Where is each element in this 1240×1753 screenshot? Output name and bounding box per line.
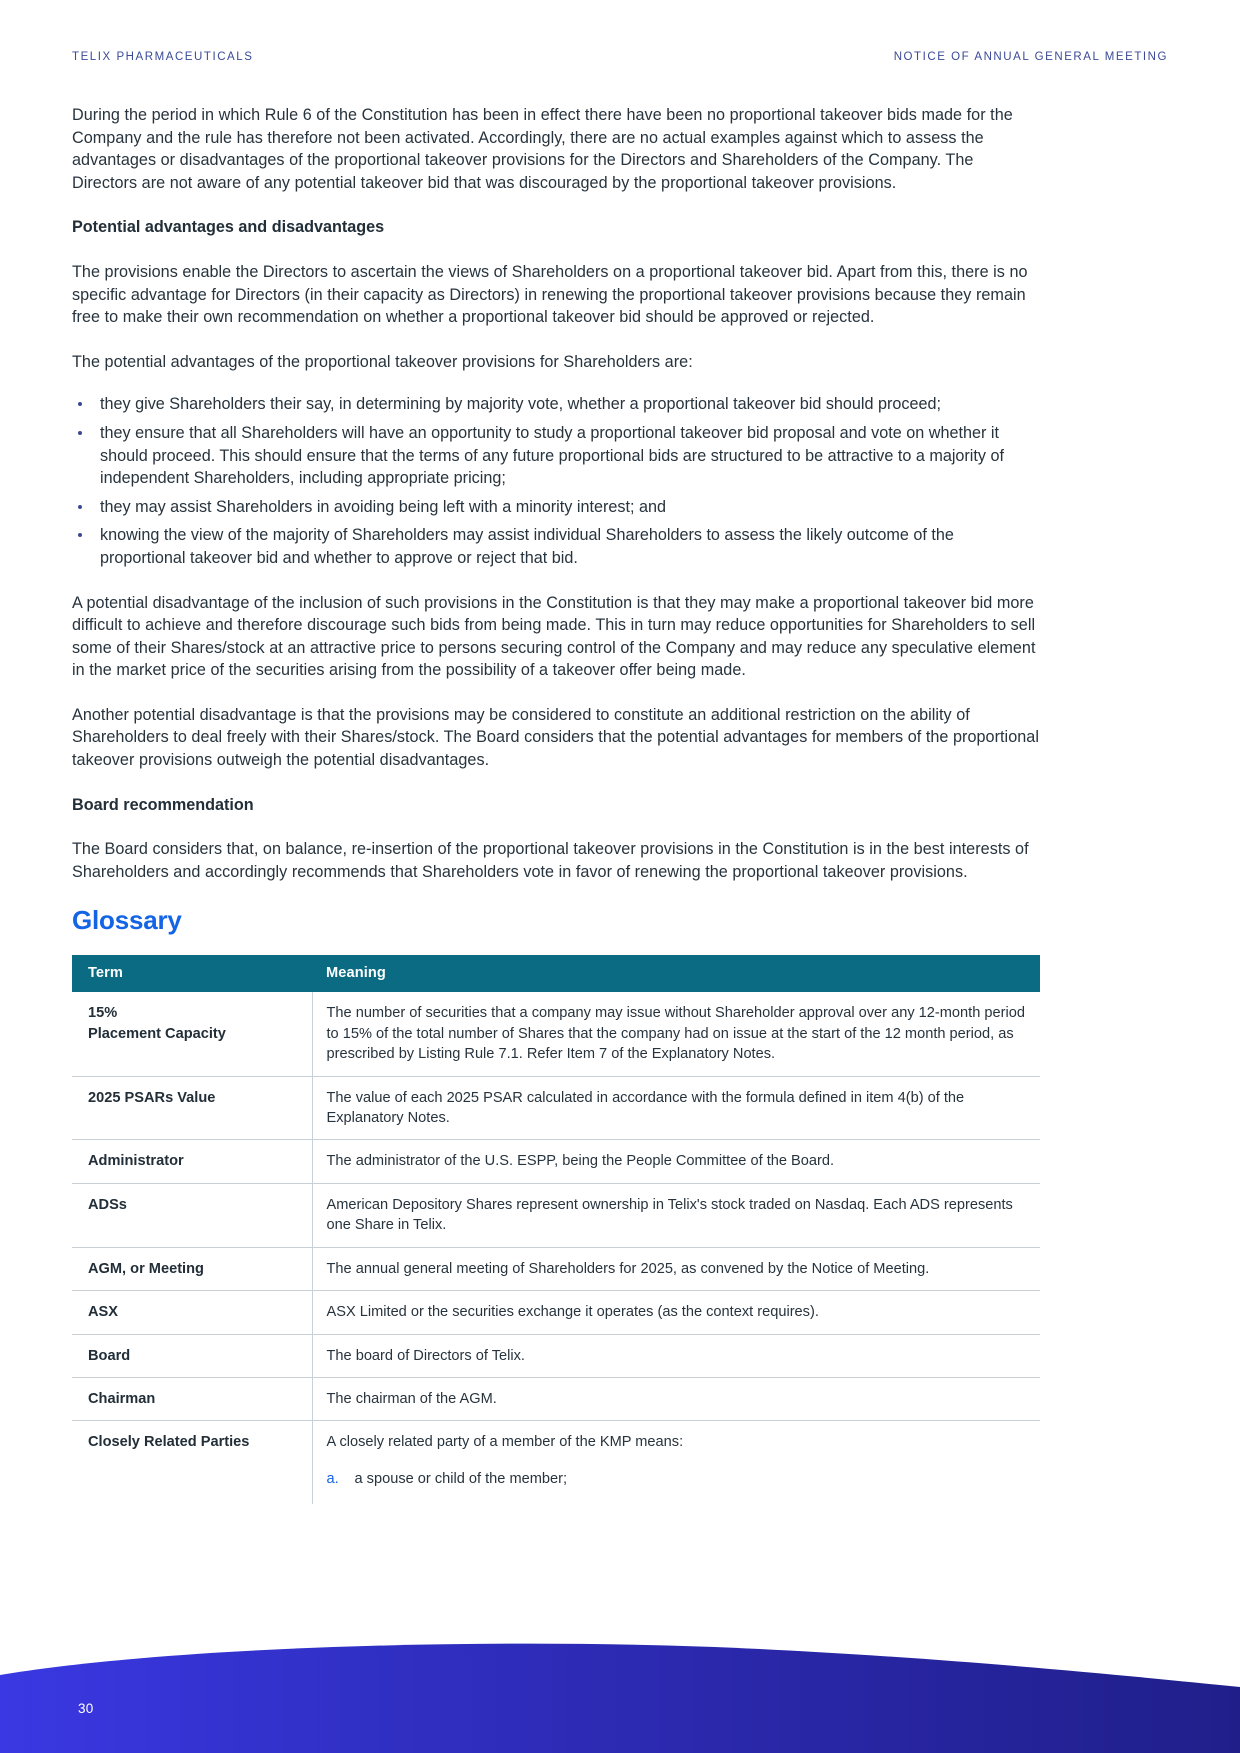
meaning-cell: ASX Limited or the securities exchange it operates (as the context requires). xyxy=(312,1291,1040,1334)
paragraph-board-recommendation: The Board considers that, on balance, re-insertion of the proportional takeover provisions in the Constitution is in the best interests of Shareholders and accordingly recommends that Shareholders vote in favor of renewing the proportional takeover provisions. xyxy=(72,840,1029,881)
running-header xyxy=(72,48,1168,66)
table-row xyxy=(72,1247,1040,1290)
term-cell: Administrator xyxy=(72,1140,312,1183)
heading-board-recommendation: Board recommendation xyxy=(72,795,254,814)
list-item-text: they give Shareholders their say, in determining by majority vote, whether a proportional takeover bid should proceed; xyxy=(100,395,942,414)
meaning-cell xyxy=(312,1421,1040,1504)
bullet-dot-icon xyxy=(78,533,82,537)
bullet-dot-icon xyxy=(78,505,82,509)
table-row xyxy=(72,1291,1040,1334)
term-line-2: Placement Capacity xyxy=(88,1025,226,1042)
term-cell: AGM, or Meeting xyxy=(72,1247,312,1290)
page-content xyxy=(72,104,1040,1504)
header-left-label: TELIX PHARMACEUTICALS xyxy=(72,51,254,63)
sub-list-marker: a. xyxy=(326,1470,339,1487)
table-row xyxy=(72,1140,1040,1183)
meaning-sub-list xyxy=(327,1469,1027,1489)
table-row xyxy=(72,1377,1040,1420)
meaning-cell: The administrator of the U.S. ESPP, being the People Committee of the Board. xyxy=(312,1140,1040,1183)
term-cell xyxy=(72,992,312,1076)
header-right-label: NOTICE OF ANNUAL GENERAL MEETING xyxy=(893,51,1168,63)
list-item-text: they may assist Shareholders in avoiding being left with a minority interest; and xyxy=(100,497,666,516)
column-header-term: Term xyxy=(72,955,312,992)
list-item xyxy=(72,524,1040,569)
term-cell: Closely Related Parties xyxy=(72,1421,312,1504)
advantages-bullet-list xyxy=(72,393,1040,569)
glossary-table xyxy=(72,955,1040,1504)
meaning-cell: American Depository Shares represent ownership in Telix's stock traded on Nasdaq. Each ADS represents one Share in Telix. xyxy=(312,1183,1040,1247)
footer-wave-decoration xyxy=(0,1623,1240,1753)
paragraph-another-disadvantage: Another potential disadvantage is that the provisions may be considered to constitute an additional restriction on the ability of Shareholders to deal freely with their Shares/stock. The Board considers that the potential advantages for members of the proportional takeover provisions outweigh the potential disadvantages. xyxy=(72,705,1039,770)
list-item xyxy=(72,422,1040,490)
heading-potential-advantages: Potential advantages and disadvantages xyxy=(72,218,385,237)
list-item xyxy=(72,496,1040,519)
term-line-1: 15% xyxy=(88,1005,118,1022)
meaning-text: A closely related party of a member of the KMP means: xyxy=(326,1434,684,1451)
table-row xyxy=(72,1421,1040,1504)
column-header-meaning: Meaning xyxy=(312,955,1040,992)
glossary-title: Glossary xyxy=(72,905,182,936)
term-cell: Chairman xyxy=(72,1377,312,1420)
table-row xyxy=(72,1334,1040,1377)
term-cell: ADSs xyxy=(72,1183,312,1247)
term-cell: Board xyxy=(72,1334,312,1377)
meaning-cell: The annual general meeting of Shareholders for 2025, as convened by the Notice of Meeting. xyxy=(312,1247,1040,1290)
paragraph-lead-in: The potential advantages of the proportional takeover provisions for Shareholders are: xyxy=(72,352,693,371)
list-item-text: they ensure that all Shareholders will have an opportunity to study a proportional takeover bid proposal and vote on whether it should proceed. This should ensure that the terms of any future proportional bids are structured to be attractive to a majority of independent Shareholders, including appropriate pricing; xyxy=(100,423,1004,488)
sub-list-item xyxy=(327,1469,1027,1489)
table-row xyxy=(72,1183,1040,1247)
term-cell: ASX xyxy=(72,1291,312,1334)
meaning-cell: The value of each 2025 PSAR calculated in accordance with the formula defined in item 4(b) of the Explanatory Notes. xyxy=(312,1076,1040,1140)
paragraph-provisions: The provisions enable the Directors to ascertain the views of Shareholders on a proportional takeover bid. Apart from this, there is no specific advantage for Directors (in their capacity as Directors) in renewing the proportional takeover provisions because they remain free to make their own recommendation on whether a proportional takeover bid should be approved or rejected. xyxy=(72,262,1028,327)
meaning-cell: The number of securities that a company may issue without Shareholder approval over any 12-month period to 15% of the total number of Shares that the company had on issue at the start of the 12 month period, as prescribed by Listing Rule 7.1. Refer Item 7 of the Explanatory Notes. xyxy=(312,992,1040,1076)
sub-list-text: a spouse or child of the member; xyxy=(354,1470,568,1487)
bullet-dot-icon xyxy=(78,431,82,435)
intro-paragraph: During the period in which Rule 6 of the Constitution has been in effect there have been no proportional takeover bids made for the Company and the rule has therefore not been activated. Accordingly, there are no actual examples against which to assess the advantages or disadvantages of the proportional takeover provisions for the Directors and Shareholders of the Company. The Directors are not aware of any potential takeover bid that was discouraged by the proportional takeover provisions. xyxy=(72,106,1013,192)
page-number: 30 xyxy=(78,1701,94,1716)
paragraph-disadvantage: A potential disadvantage of the inclusion of such provisions in the Constitution is that they may make a proportional takeover bid more difficult to achieve and therefore discourage such bids from being made. This in turn may reduce opportunities for Shareholders to sell some of their Shares/stock at an attractive price to persons securing control of the Company and may reduce any speculative element in the market price of the securities arising from the possibility of a takeover offer being made. xyxy=(72,593,1036,680)
table-header-row xyxy=(72,955,1040,992)
list-item-text: knowing the view of the majority of Shareholders may assist individual Shareholders to assess the likely outcome of the proportional takeover bid and whether to approve or reject that bid. xyxy=(100,526,954,567)
term-cell: 2025 PSARs Value xyxy=(72,1076,312,1140)
meaning-cell: The board of Directors of Telix. xyxy=(312,1334,1040,1377)
table-row xyxy=(72,992,1040,1076)
list-item xyxy=(72,393,1040,416)
table-row xyxy=(72,1076,1040,1140)
bullet-dot-icon xyxy=(78,402,82,406)
meaning-cell: The chairman of the AGM. xyxy=(312,1377,1040,1420)
